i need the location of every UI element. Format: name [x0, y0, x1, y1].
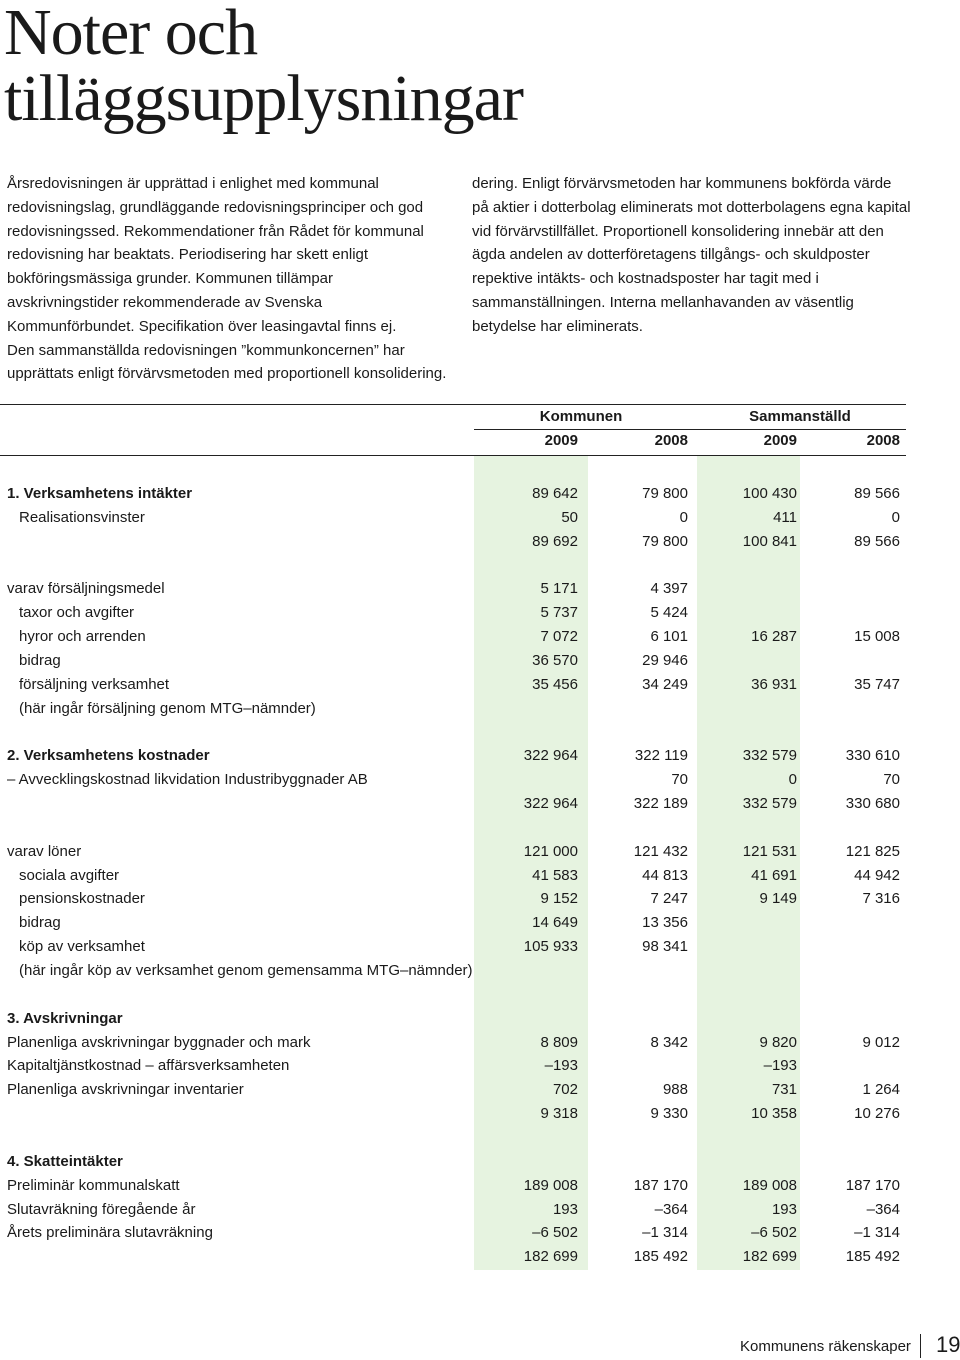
- row-value: 9 149: [759, 890, 797, 908]
- row-value: 189 008: [742, 1176, 797, 1194]
- row-value: 10 358: [751, 1105, 797, 1123]
- row-label: köp av verksamhet: [19, 938, 145, 956]
- page-number: 19: [936, 1332, 960, 1357]
- row-label: pensionskostnader: [19, 890, 145, 908]
- intro-left-column: [7, 172, 447, 386]
- row-label: Realisationsvinster: [19, 508, 145, 526]
- table-row-total: [0, 983, 960, 1007]
- row-value: 189 008: [523, 1176, 578, 1194]
- intro-paragraph-3: dering. Enligt förvärvsmetoden har kommunens bokförda värde på aktier i dotterbolag eliminerats mot dotterbolagens egna kapital vid förvärvstillfället. Proportionell konsolidering innebär att den ägda andelen av dotterföretagens tillgångs- och skuldposter repektive intäkts- och kostnadsposter har tagit med i sammanställningen. Interna mellanhavanden av väsentlig betydelse har eliminerats.: [472, 175, 911, 335]
- header-sammanstalld: Sammanställd: [749, 408, 851, 425]
- table-row: [0, 649, 960, 673]
- row-label: (här ingår köp av verksamhet genom gemensamma MTG–nämnder): [19, 962, 473, 979]
- row-value: 36 931: [751, 675, 797, 693]
- table-row: [0, 1174, 960, 1198]
- title-line-2: tilläggsupplysningar: [4, 62, 523, 135]
- row-label: försäljning verksamhet: [19, 675, 170, 693]
- row-value: 16 287: [751, 628, 797, 646]
- row-value: –6 502: [532, 1224, 578, 1242]
- row-label: sociala avgifter: [19, 866, 120, 884]
- row-value: –364: [654, 1200, 688, 1218]
- row-value: –193: [544, 1057, 578, 1075]
- row-label: – Avvecklingskostnad likvidation Industribyggnader AB: [7, 771, 368, 789]
- table-row: [0, 506, 960, 530]
- row-value: 330 610: [845, 747, 900, 765]
- row-value: 193: [552, 1200, 578, 1218]
- row-value: –1 314: [642, 1224, 688, 1242]
- header-year: 2008: [866, 432, 900, 449]
- row-label: taxor och avgifter: [19, 604, 135, 622]
- row-value: 44 942: [854, 866, 900, 884]
- row-value: 70: [883, 771, 900, 789]
- row-label: Preliminär kommunalskatt: [7, 1176, 180, 1194]
- table-row-total: [0, 721, 960, 745]
- header-year: 2009: [544, 432, 578, 449]
- row-value: 105 933: [523, 938, 578, 956]
- row-label: 3. Avskrivningar: [7, 1009, 123, 1027]
- row-value: 89 566: [854, 485, 900, 502]
- row-value: 9 012: [862, 1033, 900, 1051]
- row-value: 89 566: [854, 532, 900, 550]
- row-value: –6 502: [751, 1224, 797, 1242]
- row-value: –1 314: [854, 1224, 900, 1242]
- row-value: 187 170: [845, 1176, 900, 1194]
- row-value: 98 341: [642, 938, 688, 956]
- row-value: 9 330: [650, 1105, 688, 1123]
- row-value: 731: [771, 1081, 797, 1099]
- table-row: [0, 864, 960, 888]
- row-value: 41 583: [532, 866, 578, 884]
- table-row: [0, 959, 960, 983]
- row-value: 121 000: [523, 842, 578, 860]
- footer-divider: [920, 1334, 921, 1358]
- row-label: varav löner: [7, 842, 82, 860]
- row-value: 0: [679, 508, 688, 526]
- row-label: Årets preliminära slutavräkning: [7, 1224, 213, 1242]
- table-row: [0, 744, 960, 768]
- row-value: 100 841: [742, 532, 797, 550]
- row-value: 185 492: [845, 1248, 900, 1266]
- table-row: [0, 768, 960, 792]
- row-label: Kapitaltjänstkostnad – affärsverksamheten: [7, 1057, 290, 1075]
- row-value: 50: [561, 508, 578, 526]
- row-value: 0: [891, 508, 900, 526]
- row-value: 89 692: [532, 532, 578, 550]
- row-value: 330 680: [845, 795, 900, 813]
- row-value: 7 316: [862, 890, 900, 908]
- header-mid-rule: [474, 429, 906, 430]
- row-value: 988: [662, 1081, 688, 1099]
- row-value: 185 492: [633, 1248, 688, 1266]
- row-value: 10 276: [854, 1105, 900, 1123]
- table-row: [0, 887, 960, 911]
- table-row: [0, 673, 960, 697]
- table-row-total: [0, 1102, 960, 1126]
- row-label: bidrag: [19, 651, 61, 669]
- intro-paragraph-2: Den sammanställda redovisningen ”kommunkoncernen” har upprättats enligt förvärvsmetoden med proportionell konsolidering.: [7, 341, 447, 383]
- row-value: 182 699: [523, 1248, 578, 1266]
- row-label: 1. Verksamhetens intäkter: [7, 485, 193, 502]
- row-value: 9 152: [540, 890, 578, 908]
- row-value: 8 809: [540, 1033, 578, 1051]
- header-bottom-rule: [0, 455, 906, 456]
- header-top-rule: [0, 404, 906, 405]
- row-value: –193: [763, 1057, 797, 1075]
- row-value: 411: [773, 508, 797, 526]
- table-row-total: [0, 792, 960, 816]
- row-value: 13 356: [642, 914, 688, 932]
- row-label: 4. Skatteintäkter: [7, 1152, 123, 1170]
- row-value: 36 570: [532, 651, 578, 669]
- row-label: Planenliga avskrivningar byggnader och mark: [7, 1033, 311, 1051]
- row-value: 332 579: [742, 747, 797, 765]
- row-value: 9 318: [540, 1105, 578, 1123]
- row-value: 7 247: [650, 890, 688, 908]
- row-value: 322 964: [523, 747, 578, 765]
- header-year: 2008: [654, 432, 688, 449]
- row-value: 41 691: [751, 866, 797, 884]
- row-value: 7 072: [540, 628, 578, 646]
- row-value: 9 820: [759, 1033, 797, 1051]
- table-row: [0, 1007, 960, 1031]
- row-value: 5 424: [650, 604, 688, 622]
- row-value: 35 747: [854, 675, 900, 693]
- row-value: 5 171: [540, 580, 578, 598]
- row-label: Slutavräkning föregående år: [7, 1200, 196, 1218]
- row-label: bidrag: [19, 914, 61, 932]
- header-kommunen: Kommunen: [539, 408, 623, 425]
- intro-right-column: [472, 172, 912, 339]
- table-row: [0, 577, 960, 601]
- row-value: 332 579: [742, 795, 797, 813]
- header-year: 2009: [763, 432, 797, 449]
- row-value: 79 800: [642, 532, 688, 550]
- table-row-total: [0, 1245, 960, 1269]
- row-value: 322 964: [523, 795, 578, 813]
- table-row-total: [0, 530, 960, 554]
- intro-paragraph-1: Årsredovisningen är upprättad i enlighet med kommunal redovisningslag, grundläggande redovisningsprinciper och god redovisningssed. Rekommendationer från Rådet för kommunal redovisning har beaktats. Periodisering har skett enligt bokföringsmässiga grunder. Kommunen tillämpar avskrivningstider rekommenderade av Svenska Kommunförbundet. Specifikation över leasingavtal finns ej.: [7, 175, 424, 335]
- row-label: varav försäljningsmedel: [7, 580, 165, 598]
- table-row: [0, 840, 960, 864]
- row-label: Planenliga avskrivningar inventarier: [7, 1081, 244, 1099]
- table-row-total: [0, 1126, 960, 1150]
- table-row: [0, 1078, 960, 1102]
- table-row: [0, 1221, 960, 1245]
- row-value: 121 825: [845, 842, 900, 860]
- row-label: (här ingår försäljning genom MTG–nämnder): [19, 699, 316, 717]
- table-row: [0, 482, 960, 506]
- row-value: 79 800: [642, 485, 688, 502]
- row-value: 187 170: [633, 1176, 688, 1194]
- row-value: –364: [866, 1200, 900, 1218]
- row-value: 89 642: [532, 485, 578, 502]
- row-value: 5 737: [540, 604, 578, 622]
- row-value: 29 946: [642, 651, 688, 669]
- table-row: [0, 911, 960, 935]
- row-value: 182 699: [742, 1248, 797, 1266]
- table-row: [0, 697, 960, 721]
- row-value: 322 189: [633, 795, 688, 813]
- row-label: hyror och arrenden: [19, 628, 146, 646]
- table-row-total: [0, 816, 960, 840]
- row-value: 6 101: [650, 628, 688, 646]
- table-row: [0, 935, 960, 959]
- row-value: 121 531: [742, 842, 797, 860]
- table-row-total: [0, 554, 960, 578]
- table-row: [0, 1031, 960, 1055]
- row-value: 4 397: [650, 580, 688, 598]
- row-value: 100 430: [742, 485, 797, 502]
- page-title: [4, 0, 523, 135]
- row-value: 70: [671, 771, 688, 789]
- row-value: 702: [552, 1081, 578, 1099]
- row-value: 15 008: [854, 628, 900, 646]
- row-value: 121 432: [633, 842, 688, 860]
- table-row: [0, 625, 960, 649]
- title-line-1: Noter och: [4, 0, 258, 69]
- row-label: 2. Verksamhetens kostnader: [7, 747, 210, 765]
- table-row: [0, 1054, 960, 1078]
- table-row: [0, 601, 960, 625]
- row-value: 35 456: [532, 675, 578, 693]
- row-value: 322 119: [634, 747, 688, 765]
- row-value: 8 342: [650, 1033, 688, 1051]
- table-row: [0, 1198, 960, 1222]
- row-value: 14 649: [532, 914, 578, 932]
- row-value: 1 264: [862, 1081, 900, 1099]
- table-row: [0, 1150, 960, 1174]
- row-value: 0: [788, 771, 797, 789]
- row-value: 193: [771, 1200, 797, 1218]
- row-value: 34 249: [642, 675, 688, 693]
- row-value: 44 813: [642, 866, 688, 884]
- footer-section-title: Kommunens räkenskaper: [740, 1338, 911, 1355]
